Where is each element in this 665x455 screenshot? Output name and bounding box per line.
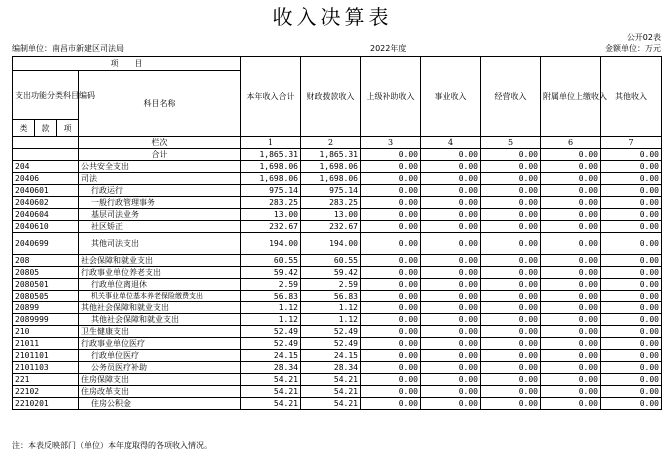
amount-cell: 0.00 [361, 398, 421, 410]
subject-name: 司法 [79, 173, 241, 185]
col-header-7: 其他收入 [601, 57, 662, 137]
amount-cell: 232.67 [301, 221, 361, 233]
amount-cell: 0.00 [601, 173, 662, 185]
amount-cell: 54.21 [241, 374, 301, 386]
subject-name: 行政事业单位养老支出 [79, 267, 241, 279]
table-row [13, 279, 662, 291]
amount-cell: 1,698.06 [301, 173, 361, 185]
table-row [13, 314, 662, 326]
level-lei: 类 [13, 120, 35, 137]
col-index: 7 [601, 137, 662, 149]
amount-cell: 28.34 [301, 362, 361, 374]
amount-cell: 0.00 [541, 398, 601, 410]
amount-cell: 0.00 [361, 362, 421, 374]
amount-cell: 0.00 [541, 326, 601, 338]
col-header-3: 上级补助收入 [361, 57, 421, 137]
amount-cell: 0.00 [421, 326, 481, 338]
amount-cell: 0.00 [421, 374, 481, 386]
amount-cell: 0.00 [481, 161, 541, 173]
amount-cell: 0.00 [421, 209, 481, 221]
table-row [13, 185, 662, 197]
subject-name: 行政单位离退休 [79, 279, 241, 291]
amount-cell: 56.83 [301, 291, 361, 302]
amount-cell: 0.00 [541, 209, 601, 221]
amount-cell: 1.12 [241, 314, 301, 326]
col-index: 3 [361, 137, 421, 149]
amount-cell: 0.00 [541, 221, 601, 233]
amount-cell: 0.00 [361, 161, 421, 173]
form-id: 公开02表 [626, 33, 661, 42]
amount-cell: 0.00 [421, 338, 481, 350]
unit-label: 编制单位：南昌市新建区司法局 [12, 44, 124, 53]
col-index: 4 [421, 137, 481, 149]
table-row [13, 267, 662, 279]
amount-cell: 194.00 [301, 233, 361, 255]
amount-cell: 13.00 [301, 209, 361, 221]
subject-name: 住房保障支出 [79, 374, 241, 386]
subject-name: 公共安全支出 [79, 161, 241, 173]
amount-cell: 0.00 [421, 279, 481, 291]
total-cell: 0.00 [541, 149, 601, 161]
amount-cell: 0.00 [601, 374, 662, 386]
amount-cell: 975.14 [241, 185, 301, 197]
col-index: 2 [301, 137, 361, 149]
amount-cell: 0.00 [421, 362, 481, 374]
amount-cell: 2.59 [301, 279, 361, 291]
subject-name: 社会保障和就业支出 [79, 255, 241, 267]
amount-cell: 975.14 [301, 185, 361, 197]
amount-cell: 0.00 [601, 362, 662, 374]
amount-cell: 0.00 [421, 233, 481, 255]
amount-cell: 0.00 [481, 233, 541, 255]
amount-cell: 0.00 [421, 173, 481, 185]
amount-cell: 1.12 [301, 302, 361, 314]
amount-cell: 0.00 [481, 362, 541, 374]
subject-code: 2040699 [13, 233, 79, 255]
amount-cell: 194.00 [241, 233, 301, 255]
total-cell: 0.00 [361, 149, 421, 161]
amount-cell: 54.21 [241, 398, 301, 410]
amount-cell: 0.00 [361, 267, 421, 279]
table-row [13, 338, 662, 350]
amount-cell: 0.00 [601, 161, 662, 173]
amount-cell: 283.25 [301, 197, 361, 209]
table-row [13, 374, 662, 386]
amount-cell: 0.00 [541, 267, 601, 279]
amount-cell: 59.42 [301, 267, 361, 279]
amount-cell: 54.21 [301, 374, 361, 386]
table-row [13, 161, 662, 173]
subject-code: 2040604 [13, 209, 79, 221]
amount-cell: 0.00 [481, 374, 541, 386]
amount-cell: 0.00 [481, 255, 541, 267]
amount-cell: 0.00 [601, 386, 662, 398]
amount-cell: 0.00 [421, 386, 481, 398]
amount-cell: 0.00 [361, 374, 421, 386]
amount-cell: 0.00 [601, 302, 662, 314]
amount-cell: 0.00 [541, 362, 601, 374]
subject-name: 行政单位医疗 [79, 350, 241, 362]
table-row [13, 173, 662, 185]
amount-cell: 0.00 [601, 326, 662, 338]
amount-cell: 0.00 [361, 173, 421, 185]
amount-cell: 0.00 [541, 314, 601, 326]
amount-cell: 0.00 [361, 302, 421, 314]
amount-cell: 0.00 [361, 185, 421, 197]
footnote: 注：本表反映部门（单位）本年度取得的各项收入情况。 [12, 441, 212, 450]
amount-cell: 52.49 [241, 326, 301, 338]
subject-name: 住房公积金 [79, 398, 241, 410]
amount-cell: 1,698.06 [241, 161, 301, 173]
code-header: 支出功能分类科目编码 [13, 71, 79, 120]
amount-cell: 54.21 [301, 386, 361, 398]
col-header-2: 财政拨款收入 [301, 57, 361, 137]
amount-cell: 0.00 [421, 314, 481, 326]
amount-cell: 60.55 [301, 255, 361, 267]
subject-code: 20805 [13, 267, 79, 279]
subject-code: 2101101 [13, 350, 79, 362]
amount-cell: 0.00 [541, 374, 601, 386]
amount-cell: 0.00 [601, 185, 662, 197]
amount-cell: 0.00 [481, 209, 541, 221]
subject-name: 其他司法支出 [79, 233, 241, 255]
table-row [13, 197, 662, 209]
amount-cell: 24.15 [241, 350, 301, 362]
amount-cell: 28.34 [241, 362, 301, 374]
table-row [13, 291, 662, 302]
table-row [13, 398, 662, 410]
amount-cell: 0.00 [361, 221, 421, 233]
amount-cell: 232.67 [241, 221, 301, 233]
subject-code: 210 [13, 326, 79, 338]
subject-name: 基层司法业务 [79, 209, 241, 221]
subject-code: 2040602 [13, 197, 79, 209]
amount-cell: 0.00 [481, 398, 541, 410]
amount-cell: 0.00 [601, 314, 662, 326]
subject-code: 221 [13, 374, 79, 386]
amount-cell: 283.25 [241, 197, 301, 209]
table-row [13, 326, 662, 338]
amount-cell: 0.00 [601, 267, 662, 279]
amount-cell: 0.00 [481, 302, 541, 314]
amount-cell: 0.00 [361, 255, 421, 267]
amount-cell: 0.00 [481, 185, 541, 197]
amount-cell: 0.00 [421, 197, 481, 209]
amount-cell: 0.00 [541, 350, 601, 362]
amount-cell: 0.00 [601, 279, 662, 291]
amount-cell: 0.00 [481, 291, 541, 302]
amount-cell: 0.00 [361, 291, 421, 302]
col-header-1: 本年收入合计 [241, 57, 301, 137]
amount-cell: 52.49 [301, 326, 361, 338]
amount-cell: 0.00 [481, 350, 541, 362]
amount-cell: 1.12 [301, 314, 361, 326]
amount-cell: 0.00 [481, 326, 541, 338]
amount-cell: 52.49 [301, 338, 361, 350]
amount-cell: 0.00 [421, 267, 481, 279]
lanci-row [13, 137, 662, 149]
amount-cell: 0.00 [481, 338, 541, 350]
amount-cell: 0.00 [421, 291, 481, 302]
amount-cell: 0.00 [601, 221, 662, 233]
amount-cell: 0.00 [421, 185, 481, 197]
amount-cell: 0.00 [421, 302, 481, 314]
amount-cell: 0.00 [541, 338, 601, 350]
subject-name: 公务员医疗补助 [79, 362, 241, 374]
amount-cell: 0.00 [361, 209, 421, 221]
amount-cell: 0.00 [361, 326, 421, 338]
subject-code: 22102 [13, 386, 79, 398]
money-unit: 金额单位：万元 [605, 44, 661, 53]
table-row [13, 350, 662, 362]
total-cell: 0.00 [421, 149, 481, 161]
amount-cell: 0.00 [421, 221, 481, 233]
amount-cell: 2.59 [241, 279, 301, 291]
amount-cell: 0.00 [361, 386, 421, 398]
subject-code: 21011 [13, 338, 79, 350]
amount-cell: 0.00 [541, 233, 601, 255]
amount-cell: 0.00 [481, 197, 541, 209]
amount-cell: 54.21 [301, 398, 361, 410]
amount-cell: 0.00 [541, 173, 601, 185]
amount-cell: 0.00 [601, 255, 662, 267]
amount-cell: 0.00 [541, 197, 601, 209]
amount-cell: 0.00 [601, 233, 662, 255]
amount-cell: 56.83 [241, 291, 301, 302]
amount-cell: 59.42 [241, 267, 301, 279]
amount-cell: 0.00 [601, 398, 662, 410]
subject-code: 20406 [13, 173, 79, 185]
col-index: 6 [541, 137, 601, 149]
amount-cell: 0.00 [541, 386, 601, 398]
amount-cell: 0.00 [361, 197, 421, 209]
name-header: 科目名称 [79, 71, 241, 137]
level-kuan: 款 [35, 120, 57, 137]
amount-cell: 24.15 [301, 350, 361, 362]
income-table [12, 56, 662, 410]
page-title: 收入决算表 [272, 5, 393, 29]
amount-cell: 0.00 [481, 267, 541, 279]
amount-cell: 0.00 [601, 350, 662, 362]
amount-cell: 0.00 [421, 255, 481, 267]
subject-code: 2080505 [13, 291, 79, 302]
subject-name: 其他社会保障和就业支出 [79, 314, 241, 326]
subject-code: 2089999 [13, 314, 79, 326]
subject-name: 其他社会保障和就业支出 [79, 302, 241, 314]
amount-cell: 0.00 [421, 398, 481, 410]
amount-cell: 0.00 [421, 161, 481, 173]
amount-cell: 0.00 [541, 302, 601, 314]
amount-cell: 0.00 [361, 350, 421, 362]
subject-code: 2210201 [13, 398, 79, 410]
amount-cell: 0.00 [541, 291, 601, 302]
fiscal-year: 2022年度 [370, 44, 407, 53]
subject-name: 住房改革支出 [79, 386, 241, 398]
table-row [13, 233, 662, 255]
col-header-6: 附属单位上缴收入 [541, 57, 601, 137]
level-xiang: 项 [57, 120, 79, 137]
amount-cell: 0.00 [361, 233, 421, 255]
table-row [13, 209, 662, 221]
table-row [13, 221, 662, 233]
total-cell: 0.00 [601, 149, 662, 161]
subject-name: 行政事业单位医疗 [79, 338, 241, 350]
table-row [13, 255, 662, 267]
amount-cell: 0.00 [541, 279, 601, 291]
col-index: 1 [241, 137, 301, 149]
amount-cell: 0.00 [421, 350, 481, 362]
amount-cell: 0.00 [361, 338, 421, 350]
amount-cell: 0.00 [541, 255, 601, 267]
subject-name: 卫生健康支出 [79, 326, 241, 338]
subject-name: 机关事业单位基本养老保险缴费支出 [79, 291, 241, 302]
amount-cell: 0.00 [481, 279, 541, 291]
subject-code: 2040601 [13, 185, 79, 197]
amount-cell: 0.00 [481, 173, 541, 185]
amount-cell: 0.00 [601, 291, 662, 302]
subject-code: 20899 [13, 302, 79, 314]
subject-code: 2080501 [13, 279, 79, 291]
total-label: 合计 [79, 149, 241, 161]
subject-code: 208 [13, 255, 79, 267]
total-cell: 1,865.31 [241, 149, 301, 161]
subject-code: 204 [13, 161, 79, 173]
amount-cell: 0.00 [481, 386, 541, 398]
subject-name: 行政运行 [79, 185, 241, 197]
amount-cell: 0.00 [601, 338, 662, 350]
amount-cell: 0.00 [481, 221, 541, 233]
amount-cell: 1.12 [241, 302, 301, 314]
amount-cell: 0.00 [361, 279, 421, 291]
col-header-4: 事业收入 [421, 57, 481, 137]
col-index: 5 [481, 137, 541, 149]
amount-cell: 0.00 [601, 197, 662, 209]
subject-code: 2040610 [13, 221, 79, 233]
amount-cell: 0.00 [601, 209, 662, 221]
total-cell: 0.00 [481, 149, 541, 161]
col-header-5: 经营收入 [481, 57, 541, 137]
amount-cell: 60.55 [241, 255, 301, 267]
amount-cell: 1,698.06 [241, 173, 301, 185]
amount-cell: 1,698.06 [301, 161, 361, 173]
amount-cell: 0.00 [361, 314, 421, 326]
amount-cell: 0.00 [541, 185, 601, 197]
subject-code: 2101103 [13, 362, 79, 374]
subject-name: 社区矫正 [79, 221, 241, 233]
amount-cell: 0.00 [481, 314, 541, 326]
total-row [13, 149, 662, 161]
table-row [13, 302, 662, 314]
total-cell: 1,865.31 [301, 149, 361, 161]
lanci-label: 栏次 [79, 137, 241, 149]
subject-name: 一般行政管理事务 [79, 197, 241, 209]
amount-cell: 13.00 [241, 209, 301, 221]
table-row [13, 386, 662, 398]
amount-cell: 54.21 [241, 386, 301, 398]
amount-cell: 52.49 [241, 338, 301, 350]
header-xiang-mu: 项 目 [13, 57, 241, 71]
table-row [13, 362, 662, 374]
amount-cell: 0.00 [541, 161, 601, 173]
